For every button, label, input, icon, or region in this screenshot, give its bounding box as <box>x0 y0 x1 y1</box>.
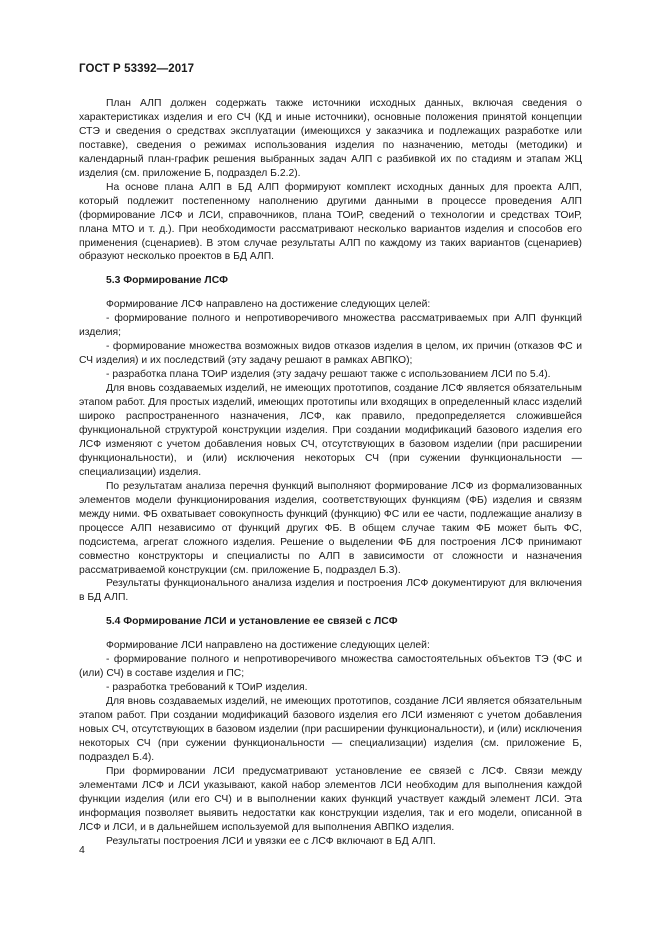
section-heading-5-3: 5.3 Формирование ЛСФ <box>106 275 228 287</box>
list-item: - разработка требований к ТОиР изделия. <box>106 682 308 694</box>
paragraph-plan-database: На основе плана АЛП в БД АЛП формируют комплект исходных данных для проекта АЛП, который подлежит постепенному наполнению другими данными в процессе проведения АЛП (формирование ЛСФ и ЛСИ, справочников, плана ТОиР, сведений о технологии и средствах ТОиР, плана МТО и т. д.). При необходимости рассматривают несколько вариантов изделия и способов его применения (сценариев). В этом случае результаты АЛП по каждому из таких вариантов (сценариев) образуют несколько проектов в БД АЛП. <box>79 181 582 263</box>
list-item: - формирование полного и непротиворечивого множества рассматриваемых при АЛП функций изделия; <box>79 313 582 339</box>
section-5-4-paragraph-results: Результаты построения ЛСИ и увязки ее с ЛСФ включают в БД АЛП. <box>106 835 436 847</box>
paragraph-plan-sources: План АЛП должен содержать также источники исходных данных, включая сведения о характеристиках изделия и его СЧ (КД и иные источники), основные положения принятой концепции СТЭ и сведения о средствах эксплуатации (имеющихся у заказчика и подлежащих разработке или поставке), сведения о режимах использования изделия по назначению, методы (методики) и календарный план-график решения выбранных задач АЛП с разбивкой их по стадиям и этапам ЖЦ изделия (см. приложение Б, подраздел Б.2.2). <box>79 98 582 179</box>
list-item: - формирование множества возможных видов отказов изделия в целом, их причин (отказов ФС и СЧ изделия) и их последствий (эту задачу решают в рамках АВПКО); <box>79 341 582 367</box>
list-item: - формирование полного и непротиворечивого множества самостоятельных объектов ТЭ (ФС и (или) СЧ) в составе изделия и ПС; <box>79 654 582 680</box>
section-5-4-paragraph-new-items: Для вновь создаваемых изделий, не имеющих прототипов, создание ЛСИ является обязательным этапом работ. При создании модификаций базового изделия его ЛСИ изменяют с учетом добавления новых СЧ, отсутствующих в базовом изделии (при расширении функциональности), и (или) исключения некоторых СЧ (при сужении функциональности — специализации) изделия (см. приложение Б, подраздел Б.4). <box>79 696 582 763</box>
document-number-header: ГОСТ Р 53392—2017 <box>79 63 195 75</box>
page-number: 4 <box>79 844 85 856</box>
section-5-4-intro: Формирование ЛСИ направлено на достижение следующих целей: <box>106 640 430 652</box>
document-body <box>79 97 582 849</box>
section-5-4-paragraph-links: При формировании ЛСИ предусматривают установление ее связей с ЛСФ. Связи между элементами ЛСФ и ЛСИ указывают, какой набор элементов ЛСИ необходим для выполнения каждой функции изделия (или его СЧ) и в выполнении каких функций участвует каждый элемент ЛСИ. Эта информация позволяет выявить недостатки как конструкции изделия, так и его модели, описанной в ЛСФ и ЛСИ, и в дальнейшем используемой для выполнения АВПКО изделия. <box>79 765 582 833</box>
section-5-3-paragraph-new-items: Для вновь создаваемых изделий, не имеющих прототипов, создание ЛСФ является обязательным этапом работ. Для простых изделий, имеющих прототипы или входящих в определенный класс изделий широко распространенного назначения, ЛСФ, как правило, предопределяется сложившейся функциональной структурой конструкции изделия. При создании модификаций базового изделия его ЛСФ изменяют с учетом добавления новых СЧ, отсутствующих в базовом изделии (при расширении функциональности), и (или) исключения некоторых СЧ (при сужении функциональности — специализации) изделия. <box>79 383 582 478</box>
section-5-3-paragraph-analysis: По результатам анализа перечня функций выполняют формирование ЛСФ из формализованных элементов модели функционирования изделия, соответствующих функциям (ФБ) изделия и связям между ними. ФБ охватывает совокупность функций (функцию) ФС или ее части, подлежащие анализу в процессе АЛП независимо от функций других ФБ. В общем случае таким ФБ может быть ФС, подсистема, агрегат сложного изделия. Решение о выделении ФБ для построения ЛСФ принимают совместно конструкторы и специалисты по АЛП в зависимости от сложности и назначения рассматриваемой конструкции (см. приложение Б, подраздел Б.3). <box>79 480 582 576</box>
section-5-3-paragraph-results: Результаты функционального анализа изделия и построения ЛСФ документируют для включения в БД АЛП. <box>79 578 582 604</box>
section-heading-5-4: 5.4 Формирование ЛСИ и установление ее связей с ЛСФ <box>106 616 398 628</box>
section-5-3-intro: Формирование ЛСФ направлено на достижение следующих целей: <box>106 299 431 311</box>
list-item: - разработка плана ТОиР изделия (эту задачу решают также с использованием ЛСИ по 5.4). <box>106 369 551 381</box>
